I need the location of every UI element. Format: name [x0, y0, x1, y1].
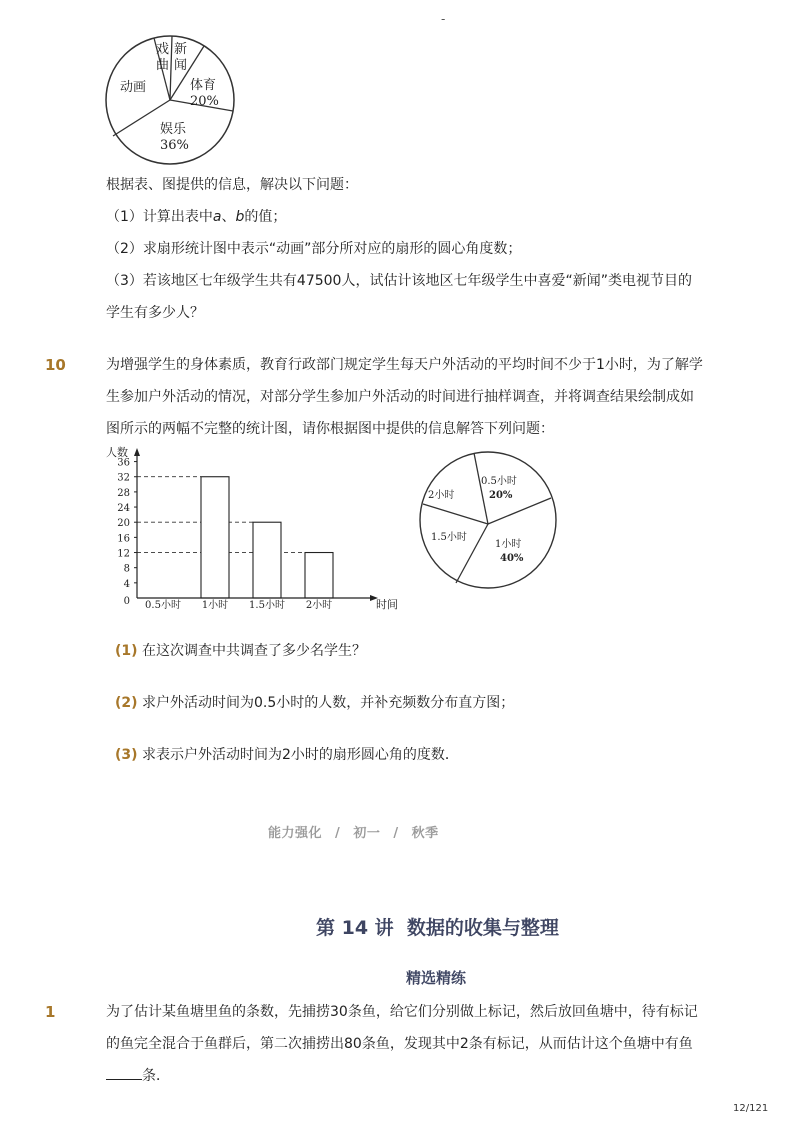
bar-category-label: 2小时: [305, 600, 333, 611]
bar-category-label: 0.5小时: [145, 600, 181, 611]
q9-var-a: a: [212, 209, 222, 225]
pie1-label-tiyu: 体育: [190, 78, 217, 93]
pie2-label-1h: 1小时: [495, 539, 522, 550]
bar-ytick-label: 36: [117, 457, 130, 469]
bar-ylabel: 人数: [106, 446, 128, 459]
breadcrumb-sep-1: /: [335, 826, 341, 841]
q10-line3: 图所示的两幅不完整的统计图，请你根据图中提供的信息解答下列问题：: [106, 421, 554, 437]
q9-sub3-line1: （3）若该地区七年级学生共有47500人，试估计该地区七年级学生中喜爱“新闻”类电视节目的: [106, 273, 692, 289]
bar-ytick-label: 4: [123, 578, 130, 590]
q9-sub1-sep: 、: [221, 209, 236, 225]
q9-intro: 根据表、图提供的信息，解决以下问题：: [106, 177, 358, 193]
q1-line3: [106, 1060, 170, 1092]
bar-ytick-label: 24: [117, 503, 130, 515]
q9-sub1: [106, 201, 286, 233]
pie2-label-1h-pct: 40%: [500, 553, 524, 564]
q10-sub1-text: 在这次调查中共调查了多少名学生？: [142, 643, 366, 659]
q9-sub1-post: 的值；: [244, 209, 287, 225]
pie-chart-tv-programs: [100, 35, 240, 165]
pie2-label-0.5h: 0.5小时: [481, 476, 517, 487]
bar-2小时: [305, 553, 333, 598]
pie2-outline: [420, 452, 556, 588]
bar-ytick-label: 0: [123, 596, 130, 607]
pie1-label-xiqu-2: 曲: [156, 58, 170, 73]
q9-var-b: b: [235, 209, 245, 225]
bar-category-label: 1.5小时: [249, 600, 285, 611]
bar-ytick-label: 12: [117, 548, 130, 560]
bar-1小时: [201, 477, 229, 598]
q1-line2: 的鱼完全混合于鱼群后，第二次捕捞出80条鱼，发现其中2条有标记，从而估计这个鱼塘中有鱼: [106, 1036, 693, 1052]
breadcrumb-item-3: 秋季: [411, 826, 439, 841]
q10-line2: 生参加户外活动的情况，对部分学生参加户外活动的时间进行抽样调查，并将调查结果绘制成如: [106, 389, 694, 405]
bar-y-arrow: [134, 448, 140, 456]
q10-sub2-text: 求户外活动时间为0.5小时的人数，并补充频数分布直方图；: [142, 695, 515, 711]
page-number: 12/121: [733, 1103, 769, 1114]
bar-ytick-label: 28: [117, 487, 130, 499]
breadcrumb-item-2: 初一: [353, 826, 381, 841]
pie-chart-activity-time: [418, 450, 558, 590]
q10-number: 10: [45, 356, 66, 374]
q10-sub2-num: (2): [115, 695, 138, 711]
q1-line1: 为了估计某鱼塘里鱼的条数，先捕捞30条鱼，给它们分别做上标记，然后放回鱼塘中，待有标记: [106, 1004, 698, 1020]
bar-ytick-label: 20: [117, 518, 130, 530]
breadcrumb-sep-2: /: [393, 826, 399, 841]
q10-sub2: [115, 692, 514, 712]
q9-sub2: （2）求扇形统计图中表示“动画”部分所对应的扇形的圆心角度数；: [106, 241, 522, 257]
bar-ytick-label: 8: [123, 563, 130, 575]
pie2-label-2h: 2小时: [428, 490, 455, 501]
q9-sub1-pre: （1）计算出表中: [106, 209, 213, 225]
q1-answer-blank[interactable]: [106, 1065, 142, 1080]
q1-number: 1: [45, 1003, 56, 1021]
q9-sub3-line2: 学生有多少人？: [106, 305, 204, 321]
breadcrumb-item-1: 能力强化: [268, 826, 323, 841]
q10-sub3: [115, 744, 459, 764]
bar-category-label: 1小时: [201, 600, 229, 611]
q10-sub1-num: (1): [115, 643, 138, 659]
pie2-label-0.5h-pct: 20%: [489, 490, 513, 501]
bar-ytick-label: 16: [117, 533, 130, 545]
q10-sub1: [115, 640, 366, 660]
pie1-label-donghua: 动画: [120, 80, 147, 95]
top-mark: -: [441, 12, 446, 26]
pie1-label-yule: 娱乐: [160, 122, 187, 137]
pie1-label-xinwen-1: 新: [174, 42, 188, 57]
q10-sub3-num: (3): [115, 747, 138, 763]
bar-1.5小时: [253, 522, 281, 598]
bar-ytick-label: 32: [117, 472, 130, 484]
q10-sub3-text: 求表示户外活动时间为2小时的扇形圆心角的度数．: [142, 747, 459, 763]
bar-xlabel: 时间: [376, 598, 398, 611]
pie1-label-yule-pct: 36%: [160, 138, 189, 153]
section-title: 精选精练: [406, 969, 467, 987]
bar-chart-activity-time: [100, 442, 410, 617]
pie1-label-tiyu-pct: 20%: [190, 94, 219, 109]
q1-line3-text: 条．: [142, 1068, 170, 1084]
pie2-label-1.5h: 1.5小时: [431, 532, 467, 543]
pie1-label-xinwen-2: 闻: [174, 58, 188, 73]
lecture-title: 第 14 讲 数据的收集与整理: [316, 917, 559, 939]
pie1-label-xiqu-1: 戏: [156, 42, 170, 57]
breadcrumb: [268, 822, 439, 841]
q10-line1: 为增强学生的身体素质，教育行政部门规定学生每天户外活动的平均时间不少于1小时，为了解学: [106, 357, 703, 373]
